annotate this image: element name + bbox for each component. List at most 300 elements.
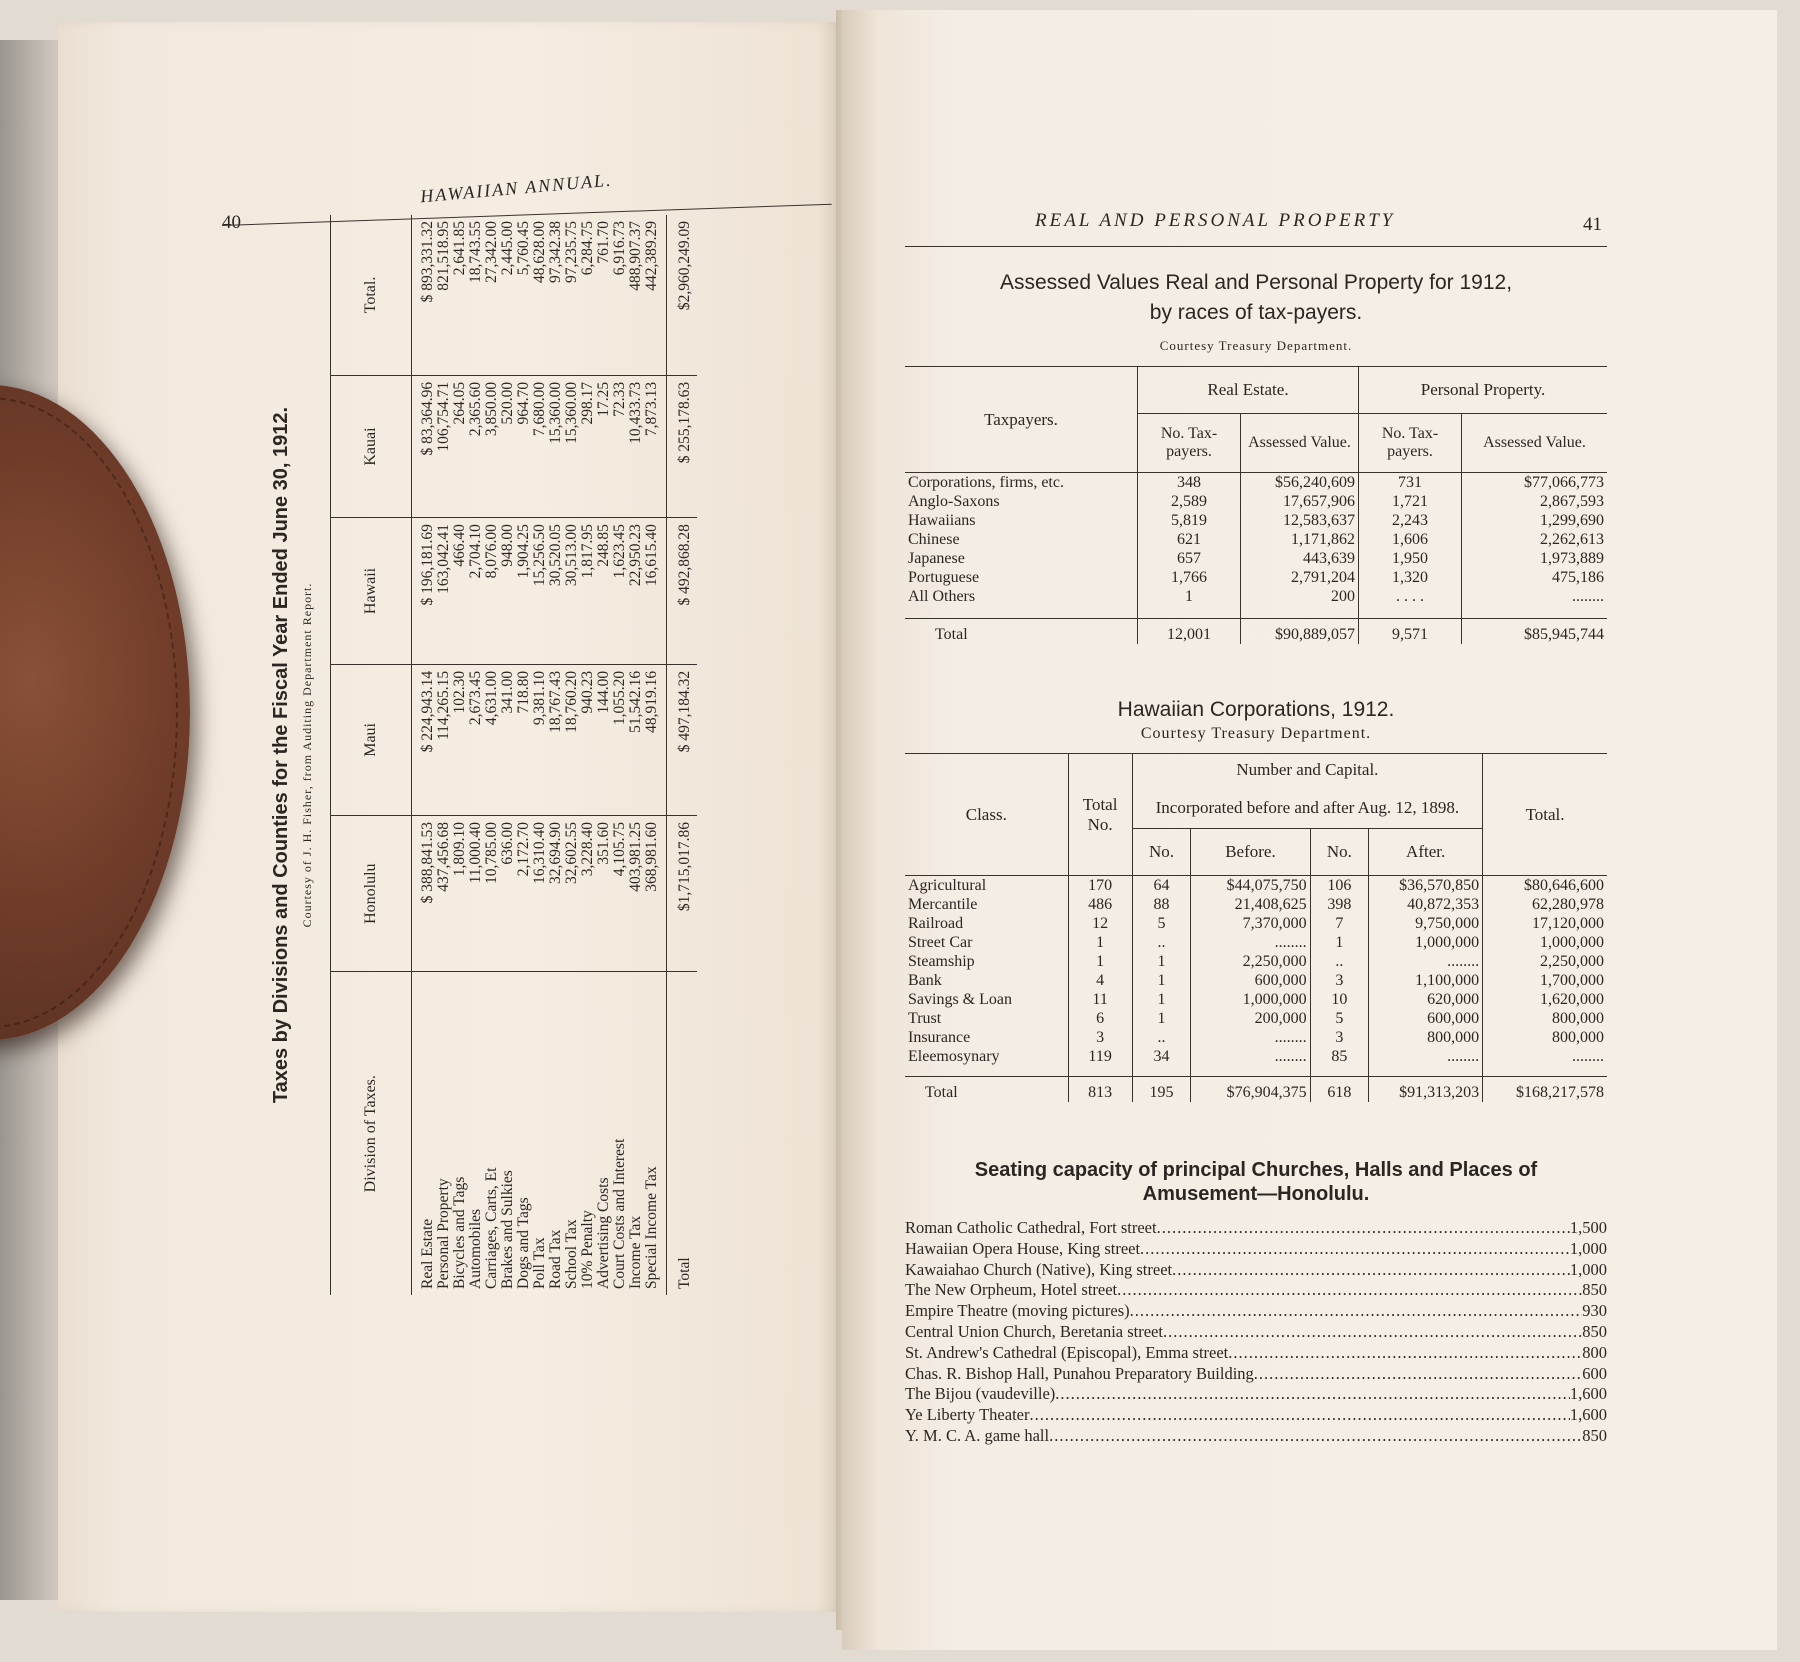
assessed-taxpayer-label: Total <box>905 619 1138 645</box>
tax-header-5: Total. <box>331 215 412 375</box>
tax-cell: 368,981.60 <box>644 815 667 971</box>
tax-division-label: Carriages, Carts, Et <box>483 1167 500 1289</box>
corp-cell: 6 <box>1068 1009 1132 1028</box>
taxes-table-courtesy: Courtesy of J. H. Fisher, from Auditing Department Report. <box>300 582 314 928</box>
corp-cell: 1 <box>1310 933 1369 952</box>
assessed-taxpayer-label: Corporations, firms, etc. <box>908 474 1064 491</box>
tax-cell: 248.85 <box>596 518 612 665</box>
tax-division-label: Automobiles <box>467 1208 484 1289</box>
tax-cell: 466.40 <box>452 518 468 665</box>
corp-cell: 600,000 <box>1369 1009 1483 1028</box>
right-running-head: REAL AND PERSONAL PROPERTY <box>1035 210 1396 231</box>
right-page-number: 41 <box>1583 214 1602 235</box>
corp-class-label: Steamship <box>908 953 975 970</box>
header-no-after: No. <box>1310 829 1369 876</box>
seating-capacity-value: 850 <box>1582 1321 1607 1341</box>
corp-cell: ........ <box>1369 952 1483 971</box>
header-incorporated: Incorporated before and after Aug. 12, 1898. <box>1132 786 1482 829</box>
corp-cell: 119 <box>1068 1047 1132 1066</box>
tax-cell: 144.00 <box>596 664 612 815</box>
tax-cell: 32,694.90 <box>548 815 564 971</box>
tax-cell: $ 893,331.32 <box>412 215 437 375</box>
header-before: Before. <box>1191 829 1310 876</box>
corp-row <box>905 990 1607 1009</box>
tax-cell: 2,704.10 <box>468 518 484 665</box>
tax-cell: 403,981.25 <box>628 815 644 971</box>
tax-cell: 1,809.10 <box>452 815 468 971</box>
assessed-row <box>905 568 1607 587</box>
assessed-cell: 1,950 <box>1359 549 1462 568</box>
corp-spacer-cell <box>1068 1066 1132 1077</box>
corp-cell: $80,646,600 <box>1483 876 1607 896</box>
tax-cell: 761.70 <box>596 215 612 375</box>
assessed-cell: 1,606 <box>1359 530 1462 549</box>
seating-place-name: St. Andrew's Cathedral (Episcopal), Emma street <box>905 1342 1229 1362</box>
corp-class-label: Railroad <box>908 915 964 932</box>
tax-division-label: Brakes and Sulkies <box>499 1170 516 1289</box>
seating-capacity-value: 930 <box>1582 1301 1607 1321</box>
tax-row <box>412 215 437 1295</box>
tax-row <box>468 215 484 1295</box>
assessed-cell: $90,889,057 <box>1241 619 1359 645</box>
corp-cell: 10 <box>1310 990 1369 1009</box>
header-total: Total. <box>1483 754 1607 876</box>
tax-division-label: Bicycles and Tags <box>451 1176 468 1289</box>
corp-cell: 800,000 <box>1483 1028 1607 1047</box>
tax-cell: 520.00 <box>500 375 516 517</box>
tax-division-label: Road Tax <box>547 1229 564 1289</box>
corp-spacer-cell <box>905 1066 1068 1077</box>
corp-class-label: Street Car <box>908 934 973 951</box>
assessed-taxpayer-label: Chinese <box>908 531 960 548</box>
assessed-cell: 1,973,889 <box>1462 549 1608 568</box>
corp-cell: 17,120,000 <box>1483 914 1607 933</box>
corp-class-label: Agricultural <box>908 877 987 894</box>
tax-cell: 15,360.00 <box>564 375 580 517</box>
tax-cell: 2,641.85 <box>452 215 468 375</box>
tax-cell: 718.80 <box>516 664 532 815</box>
assessed-row <box>905 587 1607 606</box>
tax-row <box>436 215 452 1295</box>
tax-header-0: Division of Taxes. <box>331 972 412 1295</box>
assessed-taxpayer-label: Portuguese <box>908 569 980 586</box>
tax-cell: $ 83,364.96 <box>412 375 437 517</box>
corp-cell: 62,280,978 <box>1483 895 1607 914</box>
assessed-cell: $85,945,744 <box>1462 619 1608 645</box>
seating-capacity-value: 1,000 <box>1569 1259 1607 1279</box>
header-assessed-value-personal: Assessed Value. <box>1462 414 1608 473</box>
tax-total-cell: $ 492,868.28 <box>667 518 698 665</box>
header-no-taxpayers-real: No. Tax-payers. <box>1138 414 1241 473</box>
corp-cell: 40,872,353 <box>1369 895 1483 914</box>
corp-cell: ........ <box>1191 1028 1310 1047</box>
seating-leader-dots <box>1029 1405 1569 1426</box>
assessed-cell: ........ <box>1462 587 1608 606</box>
tax-cell: 102.30 <box>452 664 468 815</box>
corp-cell: ........ <box>1369 1047 1483 1066</box>
seating-row <box>905 1384 1607 1405</box>
tax-cell: 488,907.37 <box>628 215 644 375</box>
seating-capacity-value: 850 <box>1582 1280 1607 1300</box>
corp-cell: 9,750,000 <box>1369 914 1483 933</box>
corp-cell: 170 <box>1068 876 1132 896</box>
tax-cell: 6,284.75 <box>580 215 596 375</box>
tax-total-label: Total <box>667 972 698 1295</box>
corporations-courtesy: Courtesy Treasury Department. <box>1140 725 1372 742</box>
assessed-title-line2: by races of tax-payers. <box>1149 301 1363 324</box>
corp-cell: .. <box>1310 952 1369 971</box>
corp-cell: 1,000,000 <box>1483 933 1607 952</box>
corporations-table <box>905 753 1607 1102</box>
corp-cell: $91,313,203 <box>1369 1077 1483 1103</box>
assessed-cell: 17,657,906 <box>1241 492 1359 511</box>
tax-cell: 264.05 <box>452 375 468 517</box>
tax-total-row <box>667 215 698 1295</box>
seating-leader-dots <box>1157 1218 1570 1239</box>
corp-cell: 4 <box>1068 971 1132 990</box>
assessed-taxpayer-label: Japanese <box>908 550 965 567</box>
assessed-table <box>905 366 1607 644</box>
tax-cell: 636.00 <box>500 815 516 971</box>
corp-row <box>905 1009 1607 1028</box>
corp-cell: 618 <box>1310 1077 1369 1103</box>
assessed-row <box>905 473 1607 493</box>
seating-leader-dots <box>1140 1239 1570 1260</box>
corp-row <box>905 1047 1607 1066</box>
left-page-number: 40 <box>222 212 241 233</box>
assessed-row <box>905 549 1607 568</box>
seating-place-name: The New Orpheum, Hotel street <box>905 1280 1118 1300</box>
tax-cell: 18,760.20 <box>564 664 580 815</box>
header-personal-property: Personal Property. <box>1359 367 1608 414</box>
tax-cell: $ 196,181.69 <box>412 518 437 665</box>
tax-row <box>580 215 596 1295</box>
seating-place-name: Empire Theatre (moving pictures) <box>905 1301 1130 1321</box>
seating-list <box>905 1218 1607 1447</box>
corp-cell: ........ <box>1191 1047 1310 1066</box>
corp-spacer-cell <box>1483 1066 1607 1077</box>
assessed-cell: 1,320 <box>1359 568 1462 587</box>
corp-cell: $168,217,578 <box>1483 1077 1607 1103</box>
tax-total-cell: $2,960,249.09 <box>667 215 698 375</box>
tax-cell: 1,817.95 <box>580 518 596 665</box>
seating-capacity-value: 1,600 <box>1569 1384 1607 1404</box>
tax-cell: 15,256.50 <box>532 518 548 665</box>
corp-cell: 1,000,000 <box>1191 990 1310 1009</box>
seating-place-name: Y. M. C. A. game hall <box>905 1425 1050 1445</box>
header-assessed-value-real: Assessed Value. <box>1241 414 1359 473</box>
corp-row <box>905 895 1607 914</box>
tax-row <box>516 215 532 1295</box>
corp-class-label: Savings & Loan <box>908 991 1012 1008</box>
tax-cell: 298.17 <box>580 375 596 517</box>
tax-row <box>452 215 468 1295</box>
corp-cell: 200,000 <box>1191 1009 1310 1028</box>
tax-cell: 48,919.16 <box>644 664 667 815</box>
seating-row <box>905 1322 1607 1343</box>
tax-row <box>500 215 516 1295</box>
corp-cell: 21,408,625 <box>1191 895 1310 914</box>
assessed-spacer <box>905 606 1607 619</box>
seating-row <box>905 1364 1607 1385</box>
seating-capacity-value: 600 <box>1582 1363 1607 1383</box>
tax-row <box>612 215 628 1295</box>
assessed-cell: 621 <box>1138 530 1241 549</box>
corp-row <box>905 933 1607 952</box>
seating-title-line2: Amusement—Honolulu. <box>1142 1183 1370 1205</box>
taxes-table-rotated <box>270 215 800 1295</box>
seating-place-name: The Bijou (vaudeville) <box>905 1384 1056 1404</box>
corp-row <box>905 914 1607 933</box>
assessed-cell: 2,867,593 <box>1462 492 1608 511</box>
corp-class-label: Insurance <box>908 1029 971 1046</box>
header-number-capital: Number and Capital. <box>1132 754 1482 787</box>
seating-place-name: Ye Liberty Theater <box>905 1405 1030 1425</box>
tax-cell: 10,433.73 <box>628 375 644 517</box>
tax-cell: 106,754.71 <box>436 375 452 517</box>
seating-capacity-value: 1,000 <box>1569 1238 1607 1258</box>
tax-cell: 16,615.40 <box>644 518 667 665</box>
tax-cell: 1,055.20 <box>612 664 628 815</box>
seating-capacity-value: 850 <box>1582 1425 1607 1445</box>
tax-header-4: Kauai <box>331 375 412 517</box>
tax-cell: 18,767.43 <box>548 664 564 815</box>
corp-spacer-cell <box>1191 1066 1310 1077</box>
corp-row <box>905 952 1607 971</box>
tax-cell: 5,760.45 <box>516 215 532 375</box>
assessed-cell: 475,186 <box>1462 568 1608 587</box>
corp-cell: 800,000 <box>1369 1028 1483 1047</box>
corp-class-label: Bank <box>908 972 942 989</box>
tax-header-2: Maui <box>331 664 412 815</box>
tax-cell: 8,076.00 <box>484 518 500 665</box>
assessed-cell: 657 <box>1138 549 1241 568</box>
corp-spacer-cell <box>1310 1066 1369 1077</box>
seating-row <box>905 1426 1607 1447</box>
header-no-taxpayers-personal: No. Tax-payers. <box>1359 414 1462 473</box>
corp-spacer-cell <box>1132 1066 1191 1077</box>
seating-row <box>905 1405 1607 1426</box>
assessed-spacer-cell <box>1241 606 1359 619</box>
tax-cell: 9,381.10 <box>532 664 548 815</box>
tax-cell: 97,342.38 <box>548 215 564 375</box>
assessed-spacer-cell <box>1359 606 1462 619</box>
tax-cell: 351.60 <box>596 815 612 971</box>
tax-division-label: Income Tax <box>627 1215 644 1289</box>
assessed-cell: 2,243 <box>1359 511 1462 530</box>
corporations-title: Hawaiian Corporations, 1912. <box>1117 698 1395 721</box>
tax-cell: 4,631.00 <box>484 664 500 815</box>
seating-row <box>905 1260 1607 1281</box>
tax-cell: 17.25 <box>596 375 612 517</box>
tax-division-label: Dogs and Tags <box>515 1197 532 1289</box>
seating-leader-dots <box>1163 1322 1582 1343</box>
seating-place-name: Roman Catholic Cathedral, Fort street <box>905 1218 1157 1237</box>
tax-total-cell: $ 497,184.32 <box>667 664 698 815</box>
corp-cell: 3 <box>1310 971 1369 990</box>
assessed-cell: 1,766 <box>1138 568 1241 587</box>
tax-cell: 1,623.45 <box>612 518 628 665</box>
tax-cell: 3,850.00 <box>484 375 500 517</box>
corp-row <box>905 971 1607 990</box>
corp-cell: 1,700,000 <box>1483 971 1607 990</box>
assessed-cell: 348 <box>1138 473 1241 493</box>
tax-cell: 3,228.40 <box>580 815 596 971</box>
corp-class-label: Trust <box>908 1010 942 1027</box>
tax-row <box>532 215 548 1295</box>
tax-cell: 7,873.13 <box>644 375 667 517</box>
assessed-title-line1: Assessed Values Real and Personal Property for 1912, <box>999 271 1513 294</box>
corp-cell: 11 <box>1068 990 1132 1009</box>
assessed-row <box>905 511 1607 530</box>
corp-cell: 3 <box>1310 1028 1369 1047</box>
tax-cell: 4,105.75 <box>612 815 628 971</box>
tax-division-label: Court Costs and Interest <box>611 1138 628 1289</box>
assessed-cell: 1,721 <box>1359 492 1462 511</box>
tax-row <box>596 215 612 1295</box>
assessed-taxpayer-label: Anglo-Saxons <box>908 493 1000 510</box>
corp-cell: 85 <box>1310 1047 1369 1066</box>
tax-cell: 27,342.00 <box>484 215 500 375</box>
tax-cell: 2,445.00 <box>500 215 516 375</box>
corp-cell: 34 <box>1132 1047 1191 1066</box>
corp-cell: 486 <box>1068 895 1132 914</box>
assessed-spacer-cell <box>1462 606 1608 619</box>
corp-cell: 88 <box>1132 895 1191 914</box>
tax-cell: 51,542.16 <box>628 664 644 815</box>
assessed-cell: 1,171,862 <box>1241 530 1359 549</box>
assessed-cell: $56,240,609 <box>1241 473 1359 493</box>
header-real-estate: Real Estate. <box>1138 367 1359 414</box>
corp-cell: $44,075,750 <box>1191 876 1310 896</box>
corp-cell: 5 <box>1310 1009 1369 1028</box>
corp-cell: 12 <box>1068 914 1132 933</box>
tax-total-cell: $ 255,178.63 <box>667 375 698 517</box>
corp-row <box>905 876 1607 896</box>
tax-cell: 48,628.00 <box>532 215 548 375</box>
assessed-cell: 2,589 <box>1138 492 1241 511</box>
corp-cell: 1,620,000 <box>1483 990 1607 1009</box>
tax-cell: 7,680.00 <box>532 375 548 517</box>
corp-cell: 5 <box>1132 914 1191 933</box>
assessed-cell: . . . . <box>1359 587 1462 606</box>
tax-cell: 6,916.73 <box>612 215 628 375</box>
tax-cell: 30,520.05 <box>548 518 564 665</box>
corp-cell: 600,000 <box>1191 971 1310 990</box>
seating-capacity-value: 1,500 <box>1569 1218 1607 1237</box>
tax-cell: 32,602.55 <box>564 815 580 971</box>
corp-cell: ........ <box>1191 933 1310 952</box>
corp-cell: 7 <box>1310 914 1369 933</box>
tax-division-label: Poll Tax <box>531 1237 548 1289</box>
header-class: Class. <box>905 754 1068 876</box>
tax-cell: 163,042.41 <box>436 518 452 665</box>
corp-cell: 398 <box>1310 895 1369 914</box>
seating-leader-dots <box>1254 1364 1582 1385</box>
tax-cell: 114,265.15 <box>436 664 452 815</box>
corp-cell: .. <box>1132 933 1191 952</box>
corp-cell: ........ <box>1483 1047 1607 1066</box>
assessed-spacer-cell <box>905 606 1138 619</box>
assessed-row <box>905 492 1607 511</box>
header-total-no: Total No. <box>1068 754 1132 876</box>
header-no-before: No. <box>1132 829 1191 876</box>
tax-division-label: Advertising Costs <box>595 1177 612 1289</box>
tax-cell: 30,513.00 <box>564 518 580 665</box>
tax-row <box>564 215 580 1295</box>
tax-row <box>484 215 500 1295</box>
corp-cell: 1 <box>1132 990 1191 1009</box>
tax-header-3: Hawaii <box>331 518 412 665</box>
seating-row <box>905 1218 1607 1239</box>
tax-cell: 97,235.75 <box>564 215 580 375</box>
tax-division-label: Real Estate <box>419 1218 436 1289</box>
assessed-cell: 5,819 <box>1138 511 1241 530</box>
tax-division-label: Personal Property <box>435 1178 452 1289</box>
corp-class-label: Mercantile <box>908 896 978 913</box>
assessed-cell: 443,639 <box>1241 549 1359 568</box>
seating-place-name: Kawaiahao Church (Native), King street <box>905 1259 1173 1279</box>
seating-leader-dots <box>1172 1260 1570 1281</box>
assessed-cell: $77,066,773 <box>1462 473 1608 493</box>
tax-cell: 2,172.70 <box>516 815 532 971</box>
header-taxpayers: Taxpayers. <box>905 367 1138 473</box>
seating-leader-dots <box>1055 1384 1570 1405</box>
tax-cell: 2,673.45 <box>468 664 484 815</box>
tax-cell: 15,360.00 <box>548 375 564 517</box>
tax-cell: 72.33 <box>612 375 628 517</box>
corp-cell: 1 <box>1068 952 1132 971</box>
corp-cell: 1 <box>1132 1009 1191 1028</box>
tax-division-label: Special Income Tax <box>643 1166 660 1289</box>
seating-row <box>905 1343 1607 1364</box>
tax-cell: 341.00 <box>500 664 516 815</box>
corp-cell: 800,000 <box>1483 1009 1607 1028</box>
assessed-values-section <box>905 268 1607 644</box>
tax-cell: 16,310.40 <box>532 815 548 971</box>
seating-title-line1: Seating capacity of principal Churches, Halls and Places of <box>974 1159 1538 1181</box>
tax-cell: $ 224,943.14 <box>412 664 437 815</box>
corp-cell: .. <box>1132 1028 1191 1047</box>
tax-cell: 10,785.00 <box>484 815 500 971</box>
tax-cell: 821,518.95 <box>436 215 452 375</box>
assessed-cell: 9,571 <box>1359 619 1462 645</box>
seating-leader-dots <box>1049 1426 1582 1447</box>
header-after: After. <box>1369 829 1483 876</box>
seating-leader-dots <box>1228 1343 1582 1364</box>
tax-header-1: Honolulu <box>331 815 412 971</box>
corp-total-row <box>905 1077 1607 1103</box>
tax-division-label: School Tax <box>563 1219 580 1289</box>
seating-place-name: Hawaiian Opera House, King street <box>905 1238 1141 1258</box>
seating-row <box>905 1301 1607 1322</box>
seating-capacity-value: 800 <box>1582 1342 1607 1362</box>
tax-cell: 18,743.55 <box>468 215 484 375</box>
corp-cell: 813 <box>1068 1077 1132 1103</box>
seating-section <box>905 1158 1607 1206</box>
tax-cell: 437,456.68 <box>436 815 452 971</box>
corp-row <box>905 1028 1607 1047</box>
corp-cell: $76,904,375 <box>1191 1077 1310 1103</box>
tax-cell: 2,365.60 <box>468 375 484 517</box>
corp-cell: 1 <box>1068 933 1132 952</box>
seating-leader-dots <box>1130 1301 1583 1322</box>
corp-cell: 7,370,000 <box>1191 914 1310 933</box>
assessed-cell: 1,299,690 <box>1462 511 1608 530</box>
taxes-table-title: Taxes by Divisions and Counties for the Fiscal Year Ended June 30, 1912. <box>270 406 292 1104</box>
corp-cell: $36,570,850 <box>1369 876 1483 896</box>
assessed-courtesy: Courtesy Treasury Department. <box>1159 338 1353 353</box>
